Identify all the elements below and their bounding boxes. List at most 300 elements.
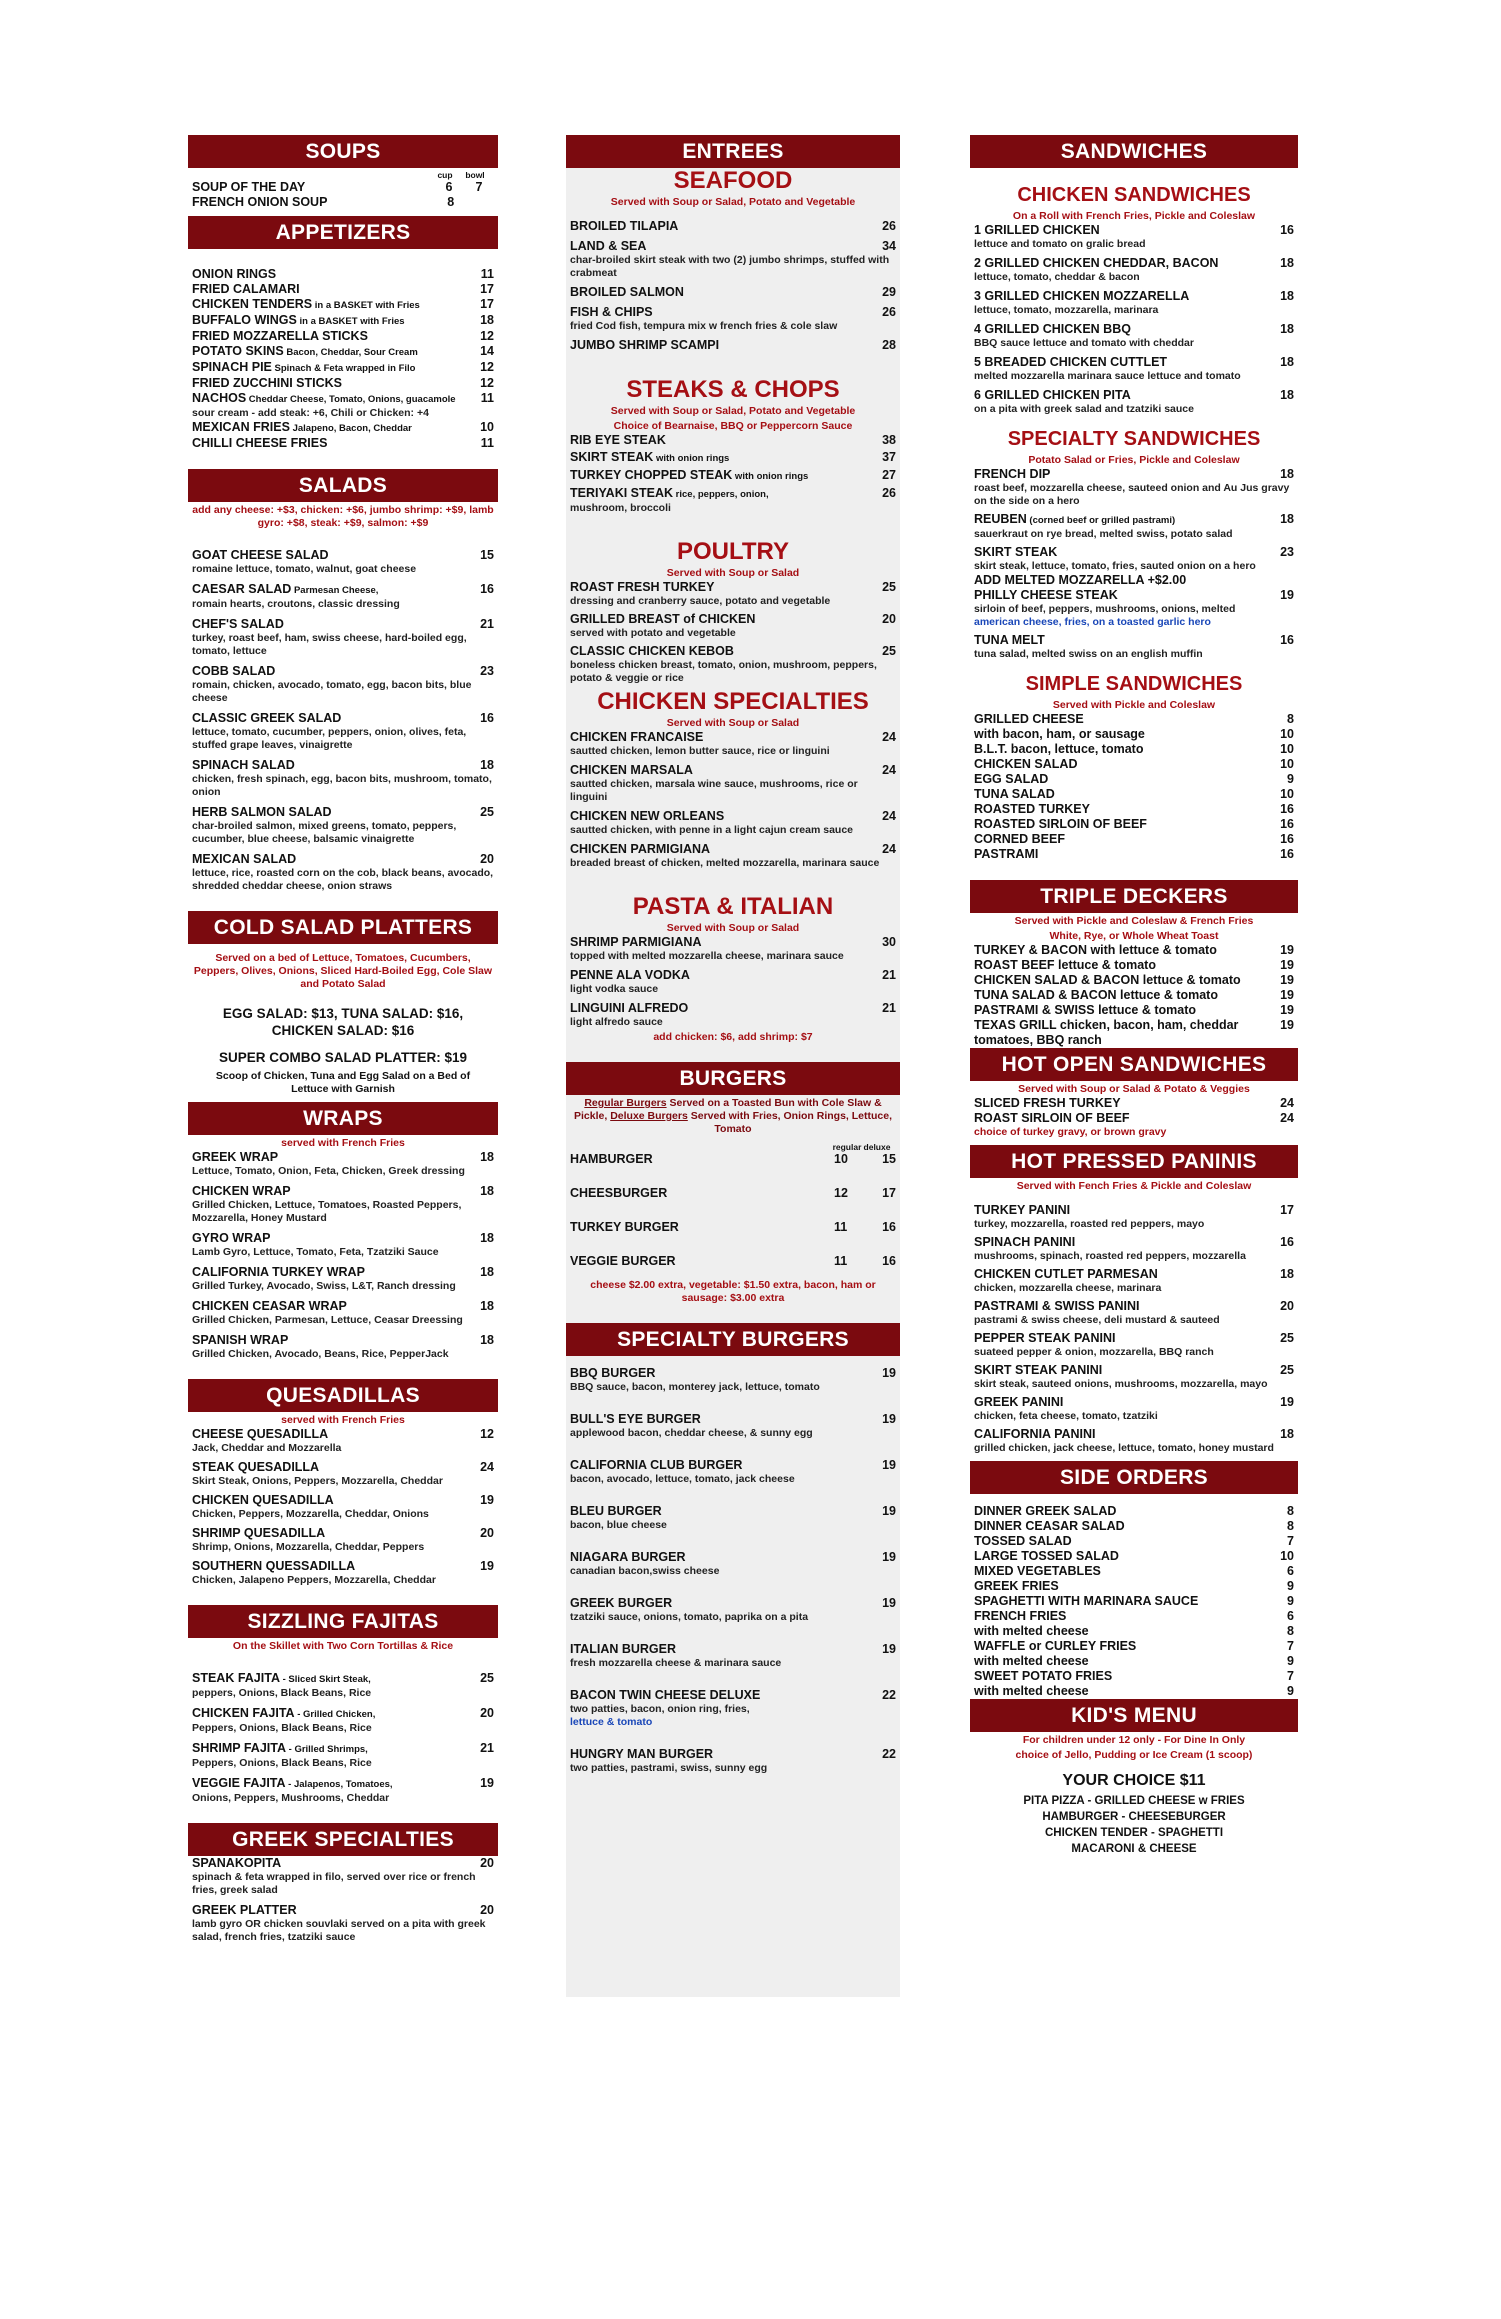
item-name-text: GOAT CHEESE SALAD (192, 548, 329, 562)
item-name-text: HUNGRY MAN BURGER (570, 1747, 714, 1761)
menu-item (188, 1671, 498, 1687)
item-price-pair (834, 1152, 896, 1167)
item-description: lettuce, tomato, mozzarella, marinara (974, 304, 1159, 316)
item-name (192, 1776, 393, 1792)
menu-item (566, 935, 900, 950)
steaks-list (566, 433, 900, 515)
item-name-text: CALIFORNIA PANINI (974, 1427, 1096, 1441)
item-name-text: VEGGIE FAJITA (192, 1776, 286, 1790)
item-name (192, 711, 341, 726)
item-price: 18 (480, 758, 494, 772)
item-name-text: MEXICAN FRIES (192, 420, 290, 434)
item-description: served with potato and vegetable (570, 627, 736, 639)
item-description: lettuce, rice, roasted corn on the cob, black beans, avocado, shredded cheddar cheese, onion straws (192, 867, 494, 892)
menu-item (970, 256, 1298, 271)
steaks-note: Served with Soup or Salad, Potato and Vegetable (610, 405, 856, 417)
item-description: light alfredo sauce (570, 1016, 663, 1028)
item-name (974, 817, 1147, 832)
item-description: fresh mozzarella cheese & marinara sauce (570, 1657, 782, 1669)
menu-item (188, 1706, 498, 1722)
menu-item (566, 1186, 900, 1201)
seafood-list (566, 219, 900, 353)
middle-column (566, 135, 900, 1997)
item-price: 24 (882, 809, 896, 823)
item-description: Grilled Chicken, Lettuce, Tomatoes, Roasted Peppers, Mozzarella, Honey Mustard (192, 1199, 462, 1224)
item-price-deluxe: 16 (882, 1254, 896, 1268)
item-price: 20 (480, 1706, 494, 1720)
item-description: melted mozzarella marinara sauce lettuce and tomato (974, 370, 1241, 382)
item-description: lamb gyro OR chicken souvlaki served on a pita with greek salad, french fries, tzatziki sauce (192, 1918, 486, 1943)
item-name-note: in a BASKET with Fries (296, 316, 405, 327)
item-name (570, 450, 729, 466)
item-price: 17 (480, 297, 494, 311)
item-name (974, 1579, 1059, 1594)
menu-item (970, 1395, 1298, 1410)
item-name (974, 1111, 1130, 1126)
item-price: 21 (480, 1741, 494, 1755)
item-price: 7 (1287, 1639, 1294, 1653)
item-name (192, 282, 300, 297)
menu-item (566, 1550, 900, 1565)
paninis-header: HOT PRESSED PANINIS (970, 1145, 1298, 1178)
item-name-text: CHICKEN TENDERS (192, 297, 313, 311)
menu-item (188, 180, 498, 195)
item-description: chicken, feta cheese, tomato, tzatziki (974, 1410, 1158, 1422)
item-name-text: CLASSIC CHICKEN KEBOB (570, 644, 734, 658)
item-name (192, 297, 420, 313)
item-description: skirt steak, lettuce, tomato, fries, sauted onion on a hero (974, 560, 1256, 572)
item-name (570, 1550, 686, 1565)
item-description: two patties, pastrami, swiss, sunny egg (570, 1762, 768, 1774)
menu-item (970, 802, 1298, 817)
burgers-extra: cheese $2.00 extra, vegetable: $1.50 extra, bacon, ham or sausage: $3.00 extra (590, 1279, 876, 1304)
item-price: 16 (480, 582, 494, 596)
item-name (192, 1299, 347, 1314)
menu-item (188, 195, 498, 210)
quesadillas-note: served with French Fries (281, 1414, 405, 1426)
menu-item (970, 817, 1298, 832)
item-name-note: - Grilled Chicken, (294, 1709, 376, 1720)
item-name (974, 988, 1218, 1003)
triple-deckers-header: TRIPLE DECKERS (970, 880, 1298, 913)
item-name (192, 1427, 328, 1442)
kids-line4: MACARONI & CHEESE (1071, 1843, 1197, 1855)
item-name-text: GREEK BURGER (570, 1596, 673, 1610)
kids-your-choice: YOUR CHOICE $11 (1062, 1772, 1206, 1789)
menu-item (566, 1458, 900, 1473)
item-price: 18 (480, 1184, 494, 1198)
menu-item (188, 344, 498, 360)
item-price-regular: 11 (834, 1254, 848, 1268)
item-description: dressing and cranberry sauce, potato and vegetable (570, 595, 831, 607)
item-price: 17 (1280, 1203, 1294, 1217)
item-description: applewood bacon, cheddar cheese, & sunny egg (570, 1427, 813, 1439)
menu-item (970, 388, 1298, 403)
item-name (192, 1460, 319, 1475)
add-melted-row: ADD MELTED MOZZARELLA +$2.00 (974, 573, 1187, 587)
item-price: 12 (480, 1427, 494, 1441)
menu-item (970, 512, 1298, 528)
soups-list (188, 180, 498, 210)
item-description: char-broiled salmon, mixed greens, tomato, peppers, cucumber, blue cheese, balsamic vinaigrette (192, 820, 457, 845)
menu-item (970, 1594, 1298, 1609)
item-name (974, 802, 1090, 817)
menu-item (188, 1776, 498, 1792)
item-description: suateed pepper & onion, mozzarella, BBQ ranch (974, 1346, 1214, 1358)
item-price: 16 (1280, 832, 1294, 846)
item-description: Grilled Turkey, Avocado, Swiss, L&T, Ranch dressing (192, 1280, 456, 1292)
item-name-text: ITALIAN BURGER (570, 1642, 677, 1656)
item-price: 10 (480, 420, 494, 434)
item-description: Skirt Steak, Onions, Peppers, Mozzarella, Cheddar (192, 1475, 443, 1487)
menu-item (970, 1684, 1298, 1699)
item-price: 20 (480, 1856, 494, 1870)
item-name-text: with bacon, ham, or sausage (974, 727, 1145, 741)
item-description: Lamb Gyro, Lettuce, Tomato, Feta, Tzatziki Sauce (192, 1246, 439, 1258)
item-name (570, 580, 714, 595)
menu-item (188, 282, 498, 297)
burgers-header: BURGERS (566, 1062, 900, 1095)
item-price: 23 (1280, 545, 1294, 559)
item-description: on a pita with greek salad and tzatziki sauce (974, 403, 1194, 415)
hot-open-header: HOT OPEN SANDWICHES (970, 1048, 1298, 1081)
item-name-text: MIXED VEGETABLES (974, 1564, 1101, 1578)
item-name-text: STEAK FAJITA (192, 1671, 280, 1685)
item-name (974, 388, 1131, 403)
item-price: 9 (1287, 772, 1294, 786)
item-description: romaine lettuce, tomato, walnut, goat cheese (192, 563, 417, 575)
triple-deckers-note2: White, Rye, or Whole Wheat Toast (1049, 930, 1219, 942)
item-name-text: SHRIMP PARMIGIANA (570, 935, 702, 949)
item-name-text: PENNE ALA VODKA (570, 968, 690, 982)
item-name (570, 305, 653, 320)
simple-sandwiches-list (970, 712, 1298, 862)
menu-item (188, 1231, 498, 1246)
side-orders-list (970, 1504, 1298, 1699)
item-name (974, 1331, 1115, 1346)
item-price-pair (834, 1254, 896, 1269)
item-name-text: PASTRAMI & SWISS PANINI (974, 1299, 1140, 1313)
item-name: SOUP OF THE DAY (192, 180, 306, 194)
item-name-text: SLICED FRESH TURKEY (974, 1096, 1121, 1110)
item-name-text: SHRIMP QUESADILLA (192, 1526, 326, 1540)
item-price: 8 (1287, 1519, 1294, 1533)
item-price: 19 (480, 1559, 494, 1573)
item-name (974, 943, 1217, 958)
item-name-text: CALIFORNIA TURKEY WRAP (192, 1265, 365, 1279)
item-name (974, 958, 1156, 973)
item-name-text: EGG SALAD (974, 772, 1049, 786)
item-price: 10 (1280, 1549, 1294, 1563)
item-price: 19 (882, 1458, 896, 1472)
item-price: 20 (480, 1526, 494, 1540)
item-name-text: POTATO SKINS (192, 344, 284, 358)
item-price-pair (434, 180, 494, 195)
menu-item (970, 973, 1298, 988)
item-price: 19 (480, 1776, 494, 1790)
item-name (974, 1018, 1238, 1033)
item-name (974, 787, 1055, 802)
item-name-text: FRENCH DIP (974, 467, 1051, 481)
item-name (974, 1654, 1089, 1669)
item-description: light vodka sauce (570, 983, 659, 995)
menu-item (970, 772, 1298, 787)
item-name (570, 468, 808, 484)
item-name-text: CHEF'S SALAD (192, 617, 284, 631)
menu-item (970, 1235, 1298, 1250)
item-price: 18 (1280, 467, 1294, 481)
menu-item (566, 1504, 900, 1519)
item-description: bacon, blue cheese (570, 1519, 667, 1531)
item-name-text: PEPPER STEAK PANINI (974, 1331, 1116, 1345)
menu-item (970, 727, 1298, 742)
item-description: sautted chicken, marsala wine sauce, mushrooms, rice or linguini (570, 778, 858, 803)
item-price: 9 (1287, 1654, 1294, 1668)
item-name (570, 1412, 701, 1427)
salads-list (188, 548, 498, 893)
item-price: 18 (1280, 1427, 1294, 1441)
item-name (974, 322, 1131, 337)
item-name-text: TUNA SALAD & BACON lettuce & tomato (974, 988, 1218, 1002)
menu-item (566, 809, 900, 824)
item-name-text: TERIYAKI STEAK (570, 486, 674, 500)
menu-item (566, 730, 900, 745)
item-name-text: CALIFORNIA CLUB BURGER (570, 1458, 743, 1472)
item-name (974, 545, 1057, 560)
item-price: 19 (480, 1493, 494, 1507)
item-name-text: CHEESE QUESADILLA (192, 1427, 329, 1441)
item-price: 19 (1280, 943, 1294, 957)
item-name-text: SOUTHERN QUESSADILLA (192, 1559, 356, 1573)
wraps-list (188, 1150, 498, 1361)
item-price: 20 (480, 1903, 494, 1917)
menu-item (566, 1688, 900, 1703)
item-name (192, 1526, 325, 1541)
item-price: 34 (882, 239, 896, 253)
item-name-text: CHICKEN CUTLET PARMESAN (974, 1267, 1158, 1281)
item-price: 19 (882, 1596, 896, 1610)
menu-item (188, 1741, 498, 1757)
item-description: sirloin of beef, peppers, mushrooms, onions, melted (974, 603, 1236, 615)
menu-item (188, 711, 498, 726)
item-price: 8 (1287, 1504, 1294, 1518)
item-name-text: SPAGHETTI WITH MARINARA SAUCE (974, 1594, 1199, 1608)
item-name-text: TURKEY PANINI (974, 1203, 1071, 1217)
item-price: 11 (480, 267, 494, 281)
item-name-text: 1 GRILLED CHICKEN (974, 223, 1100, 237)
item-name (974, 712, 1084, 727)
item-name (570, 842, 710, 857)
item-name (974, 1267, 1158, 1282)
item-price: 26 (882, 219, 896, 233)
item-name (974, 832, 1065, 847)
item-name-text: VEGGIE BURGER (570, 1254, 676, 1268)
item-price: 19 (1280, 1395, 1294, 1409)
hot-open-list (970, 1096, 1298, 1126)
item-name (570, 968, 690, 983)
item-price: 12 (480, 329, 494, 343)
entrees-header: ENTREES (566, 135, 900, 168)
item-name-text: GRILLED CHEESE (974, 712, 1084, 726)
item-price: 24 (1280, 1111, 1294, 1125)
item-description: mushroom, broccoli (570, 502, 671, 514)
item-name-text: TURKEY CHOPPED STEAK (570, 468, 733, 482)
menu-item (970, 757, 1298, 772)
item-price: 10 (1280, 742, 1294, 756)
item-price: 15 (480, 548, 494, 562)
paninis-note: Served with Fench Fries & Pickle and Coleslaw (1016, 1180, 1252, 1192)
menu-item (188, 805, 498, 820)
item-name (974, 1504, 1116, 1519)
sandwiches-header: SANDWICHES (970, 135, 1298, 168)
menu-item (970, 712, 1298, 727)
item-price: 18 (480, 1231, 494, 1245)
item-name-text: PASTRAMI (974, 847, 1039, 861)
item-name-text: BROILED TILAPIA (570, 219, 679, 233)
item-price: 18 (480, 1299, 494, 1313)
item-name-text: 6 GRILLED CHICKEN PITA (974, 388, 1131, 402)
item-name-text: ONION RINGS (192, 267, 277, 281)
item-description: spinach & feta wrapped in filo, served over rice or french fries, greek salad (192, 1871, 476, 1896)
item-name-text: SPANISH WRAP (192, 1333, 289, 1347)
item-price: 10 (1280, 727, 1294, 741)
cold-platters-line2: SUPER COMBO SALAD PLATTER: $19 (218, 1050, 468, 1065)
item-description: lettuce, tomato, cucumber, peppers, onion, olives, feta, stuffed grape leaves, vinaigrette (192, 726, 467, 751)
item-name-text: CHICKEN NEW ORLEANS (570, 809, 725, 823)
item-name (192, 617, 284, 632)
item-description: grilled chicken, jack cheese, lettuce, tomato, honey mustard (974, 1442, 1274, 1454)
item-description: romain, chicken, avocado, tomato, egg, bacon bits, blue cheese (192, 679, 472, 704)
item-name (570, 763, 693, 778)
menu-item (970, 289, 1298, 304)
menu-item (970, 1519, 1298, 1534)
item-name (570, 809, 724, 824)
item-name-text: WAFFLE or CURLEY FRIES (974, 1639, 1137, 1653)
item-name (974, 1427, 1096, 1442)
item-price-pair (434, 195, 494, 210)
item-price: 25 (480, 1671, 494, 1685)
item-price: 19 (1280, 1003, 1294, 1017)
burgers-note: Regular Burgers Served on a Toasted Bun with Cole Slaw & Pickle, Deluxe Burgers Served with Fries, Onion Rings, Lettuce, Tomato (573, 1097, 893, 1135)
menu-item (970, 1111, 1298, 1126)
item-name-text: TURKEY BURGER (570, 1220, 679, 1234)
item-name (192, 1184, 291, 1199)
item-name-text: PASTRAMI & SWISS lettuce & tomato (974, 1003, 1197, 1017)
menu-item (566, 433, 900, 448)
item-name (974, 1669, 1112, 1684)
item-name: FRENCH ONION SOUP (192, 195, 328, 209)
item-price: 14 (480, 344, 494, 358)
item-name (192, 582, 378, 598)
item-name-text: 2 GRILLED CHICKEN CHEDDAR, BACON (974, 256, 1219, 270)
menu-item (188, 297, 498, 313)
item-price: 18 (1280, 512, 1294, 526)
texas-continued: tomatoes, BBQ ranch (974, 1033, 1102, 1047)
menu-item (970, 832, 1298, 847)
item-name (192, 664, 275, 679)
item-name (974, 512, 1175, 528)
item-description: sautted chicken, with penne in a light cajun cream sauce (570, 824, 853, 836)
item-name-text: CHICKEN CEASAR WRAP (192, 1299, 347, 1313)
item-name-text: with melted cheese (974, 1624, 1089, 1638)
item-name (974, 467, 1050, 482)
item-name-text: ROAST BEEF lettuce & tomato (974, 958, 1156, 972)
menu-item (970, 322, 1298, 337)
menu-item (566, 1254, 900, 1269)
menu-item (970, 1579, 1298, 1594)
simple-sandwiches-title: SIMPLE SANDWICHES (1025, 673, 1243, 695)
item-name (192, 1333, 288, 1348)
item-price: 11 (480, 436, 494, 450)
item-name-text: CHICKEN SALAD & BACON lettuce & tomato (974, 973, 1241, 987)
item-price: 16 (1280, 847, 1294, 861)
menu-item (970, 1203, 1298, 1218)
menu-item (188, 1265, 498, 1280)
item-name-note: - Jalapenos, Tomatoes, (285, 1779, 393, 1790)
item-name-text: CHICKEN MARSALA (570, 763, 693, 777)
item-name (974, 1096, 1121, 1111)
menu-item (188, 1559, 498, 1574)
item-price: 18 (480, 1150, 494, 1164)
item-name-text: TURKEY & BACON with lettuce & tomato (974, 943, 1217, 957)
item-name-text: ROASTED TURKEY (974, 802, 1090, 816)
item-name (192, 1265, 365, 1280)
item-name (192, 1559, 355, 1574)
quesadillas-header: QUESADILLAS (188, 1379, 498, 1412)
item-price: 25 (1280, 1331, 1294, 1345)
salads-header: SALADS (188, 469, 498, 502)
item-description: chicken, fresh spinach, egg, bacon bits, mushroom, tomato, onion (192, 773, 492, 798)
menu-item (188, 436, 498, 451)
item-price: 20 (1280, 1299, 1294, 1313)
item-name-note: - Sliced Skirt Steak, (279, 1674, 371, 1685)
item-description: tuna salad, melted swiss on an english muffin (974, 648, 1203, 660)
item-description: sautted chicken, lemon butter sauce, rice or linguini (570, 745, 830, 757)
item-name-text: NACHOS (192, 391, 247, 405)
item-name-text: CHEESBURGER (570, 1186, 668, 1200)
item-name (570, 1596, 672, 1611)
item-price: 28 (882, 338, 896, 352)
menu-item (566, 1152, 900, 1167)
item-name-text: FRIED ZUCCHINI STICKS (192, 376, 342, 390)
item-name (192, 376, 342, 391)
soups-header: SOUPS (188, 135, 498, 168)
pasta-addon: add chicken: $6, add shrimp: $7 (653, 1031, 813, 1043)
menu-item (970, 1267, 1298, 1282)
item-name-text: SKIRT STEAK PANINI (974, 1363, 1103, 1377)
item-price: 24 (1280, 1096, 1294, 1110)
item-price: 18 (1280, 388, 1294, 402)
item-description: fried Cod fish, tempura mix w french fries & cole slaw (570, 320, 838, 332)
item-price: 8 (1287, 1624, 1294, 1638)
item-price-regular: 10 (834, 1152, 848, 1166)
menu-item (970, 1504, 1298, 1519)
chicken-sandwiches-note: On a Roll with French Fries, Pickle and Coleslaw (1012, 210, 1256, 222)
menu-item (188, 758, 498, 773)
menu-item (970, 1003, 1298, 1018)
item-name (974, 289, 1189, 304)
item-price: 18 (1280, 322, 1294, 336)
item-name (570, 486, 769, 502)
steaks-title: STEAKS & CHOPS (626, 376, 840, 403)
menu-item (970, 847, 1298, 862)
item-name-note: with onion rings (653, 453, 730, 464)
item-name-note: in a BASKET with Fries (312, 300, 420, 311)
burgers-size-labels: regular deluxe (832, 1142, 891, 1152)
menu-item (566, 285, 900, 300)
item-description: two patties, bacon, onion ring, fries, (570, 1703, 750, 1715)
menu-item (970, 545, 1298, 560)
